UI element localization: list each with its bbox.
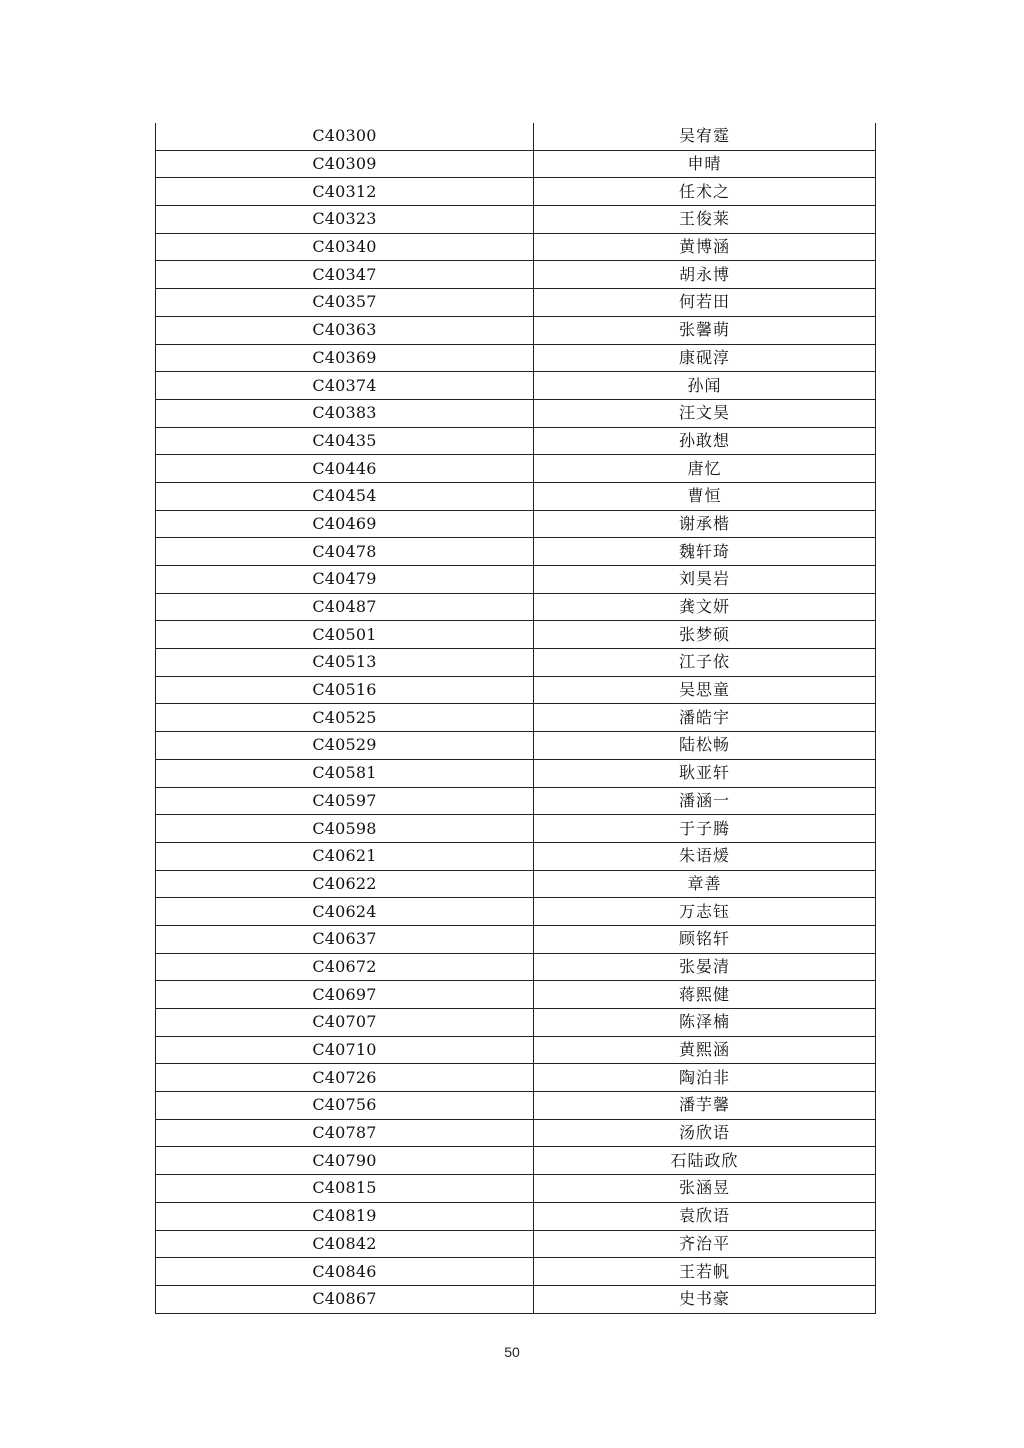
table-row	[156, 1036, 876, 1064]
candidate-id-cell: C40819	[156, 1202, 534, 1230]
candidate-name-cell: 张梦硕	[534, 621, 876, 649]
candidate-id-cell: C40581	[156, 759, 534, 787]
table-row	[156, 206, 876, 234]
table-row	[156, 1119, 876, 1147]
candidate-name-cell: 张馨萌	[534, 316, 876, 344]
table-row	[156, 399, 876, 427]
candidate-id-cell: C40756	[156, 1092, 534, 1120]
table-row	[156, 759, 876, 787]
candidate-name-cell: 王若帆	[534, 1258, 876, 1286]
candidate-id-cell: C40622	[156, 870, 534, 898]
candidate-id-cell: C40815	[156, 1175, 534, 1203]
candidate-id-cell: C40383	[156, 399, 534, 427]
candidate-id-cell: C40369	[156, 344, 534, 372]
table-row	[156, 1147, 876, 1175]
table-row	[156, 566, 876, 594]
table-row	[156, 815, 876, 843]
candidate-id-cell: C40637	[156, 925, 534, 953]
candidate-name-cell: 何若田	[534, 289, 876, 317]
table-row	[156, 981, 876, 1009]
candidate-name-cell: 张晏清	[534, 953, 876, 981]
candidate-name-cell: 刘昊岩	[534, 566, 876, 594]
table-row	[156, 732, 876, 760]
candidate-name-cell: 顾铭轩	[534, 925, 876, 953]
table-row	[156, 649, 876, 677]
candidate-name-cell: 任术之	[534, 178, 876, 206]
candidate-id-cell: C40357	[156, 289, 534, 317]
table-row	[156, 842, 876, 870]
candidate-id-cell: C40672	[156, 953, 534, 981]
candidate-name-cell: 万志钰	[534, 898, 876, 926]
candidate-name-cell: 孙敢想	[534, 427, 876, 455]
candidate-id-cell: C40529	[156, 732, 534, 760]
candidate-id-cell: C40312	[156, 178, 534, 206]
table-row	[156, 455, 876, 483]
candidate-name-cell: 史书豪	[534, 1285, 876, 1313]
candidate-name-cell: 朱语煖	[534, 842, 876, 870]
table-row	[156, 538, 876, 566]
table-row	[156, 1009, 876, 1037]
candidate-id-cell: C40300	[156, 123, 534, 150]
candidate-name-cell: 魏轩琦	[534, 538, 876, 566]
candidate-name-cell: 袁欣语	[534, 1202, 876, 1230]
table-row	[156, 1175, 876, 1203]
roster-table	[155, 123, 876, 1314]
candidate-id-cell: C40454	[156, 482, 534, 510]
table-row	[156, 953, 876, 981]
candidate-id-cell: C40513	[156, 649, 534, 677]
candidate-name-cell: 潘皓宇	[534, 704, 876, 732]
candidate-id-cell: C40624	[156, 898, 534, 926]
candidate-name-cell: 耿亚轩	[534, 759, 876, 787]
page-number: 50	[504, 1344, 520, 1360]
candidate-id-cell: C40323	[156, 206, 534, 234]
table-row	[156, 427, 876, 455]
table-row	[156, 289, 876, 317]
candidate-name-cell: 龚文妍	[534, 593, 876, 621]
candidate-name-cell: 陆松畅	[534, 732, 876, 760]
candidate-name-cell: 齐治平	[534, 1230, 876, 1258]
candidate-id-cell: C40435	[156, 427, 534, 455]
candidate-name-cell: 潘涵一	[534, 787, 876, 815]
table-row	[156, 1230, 876, 1258]
table-row	[156, 1202, 876, 1230]
roster-table-body	[156, 123, 876, 1313]
candidate-id-cell: C40374	[156, 372, 534, 400]
candidate-name-cell: 张涵昱	[534, 1175, 876, 1203]
table-row	[156, 150, 876, 178]
table-row	[156, 1258, 876, 1286]
candidate-name-cell: 江子依	[534, 649, 876, 677]
candidate-name-cell: 吴思童	[534, 676, 876, 704]
candidate-id-cell: C40621	[156, 842, 534, 870]
candidate-id-cell: C40525	[156, 704, 534, 732]
candidate-id-cell: C40726	[156, 1064, 534, 1092]
table-row	[156, 482, 876, 510]
candidate-name-cell: 曹恒	[534, 482, 876, 510]
candidate-id-cell: C40501	[156, 621, 534, 649]
table-row	[156, 787, 876, 815]
table-row	[156, 178, 876, 206]
candidate-name-cell: 申晴	[534, 150, 876, 178]
candidate-id-cell: C40487	[156, 593, 534, 621]
table-row	[156, 676, 876, 704]
candidate-id-cell: C40469	[156, 510, 534, 538]
candidate-id-cell: C40347	[156, 261, 534, 289]
candidate-id-cell: C40710	[156, 1036, 534, 1064]
table-row	[156, 925, 876, 953]
candidate-name-cell: 黄熙涵	[534, 1036, 876, 1064]
table-row	[156, 1064, 876, 1092]
candidate-id-cell: C40478	[156, 538, 534, 566]
candidate-id-cell: C40846	[156, 1258, 534, 1286]
candidate-name-cell: 蒋熙健	[534, 981, 876, 1009]
candidate-id-cell: C40842	[156, 1230, 534, 1258]
candidate-name-cell: 陶泊非	[534, 1064, 876, 1092]
candidate-id-cell: C40707	[156, 1009, 534, 1037]
table-row	[156, 1092, 876, 1120]
table-row	[156, 704, 876, 732]
candidate-name-cell: 章善	[534, 870, 876, 898]
candidate-id-cell: C40516	[156, 676, 534, 704]
candidate-name-cell: 康砚淳	[534, 344, 876, 372]
table-row	[156, 123, 876, 150]
candidate-id-cell: C40597	[156, 787, 534, 815]
candidate-id-cell: C40697	[156, 981, 534, 1009]
candidate-name-cell: 胡永博	[534, 261, 876, 289]
candidate-name-cell: 于子腾	[534, 815, 876, 843]
table-row	[156, 1285, 876, 1313]
candidate-name-cell: 汤欣语	[534, 1119, 876, 1147]
table-row	[156, 621, 876, 649]
candidate-id-cell: C40787	[156, 1119, 534, 1147]
candidate-id-cell: C40479	[156, 566, 534, 594]
candidate-name-cell: 王俊莱	[534, 206, 876, 234]
table-row	[156, 870, 876, 898]
candidate-name-cell: 汪文昊	[534, 399, 876, 427]
table-row	[156, 344, 876, 372]
candidate-id-cell: C40790	[156, 1147, 534, 1175]
candidate-name-cell: 唐忆	[534, 455, 876, 483]
candidate-id-cell: C40309	[156, 150, 534, 178]
candidate-id-cell: C40340	[156, 233, 534, 261]
candidate-name-cell: 陈泽楠	[534, 1009, 876, 1037]
candidate-id-cell: C40598	[156, 815, 534, 843]
candidate-name-cell: 潘芋馨	[534, 1092, 876, 1120]
table-row	[156, 372, 876, 400]
candidate-name-cell: 黄博涵	[534, 233, 876, 261]
table-row	[156, 316, 876, 344]
table-row	[156, 261, 876, 289]
candidate-name-cell: 吴宥霆	[534, 123, 876, 150]
candidate-name-cell: 石陆政欣	[534, 1147, 876, 1175]
candidate-name-cell: 孙闻	[534, 372, 876, 400]
table-row	[156, 233, 876, 261]
candidate-name-cell: 谢承楷	[534, 510, 876, 538]
candidate-id-cell: C40867	[156, 1285, 534, 1313]
candidate-id-cell: C40446	[156, 455, 534, 483]
table-row	[156, 593, 876, 621]
table-row	[156, 510, 876, 538]
candidate-id-cell: C40363	[156, 316, 534, 344]
table-row	[156, 898, 876, 926]
